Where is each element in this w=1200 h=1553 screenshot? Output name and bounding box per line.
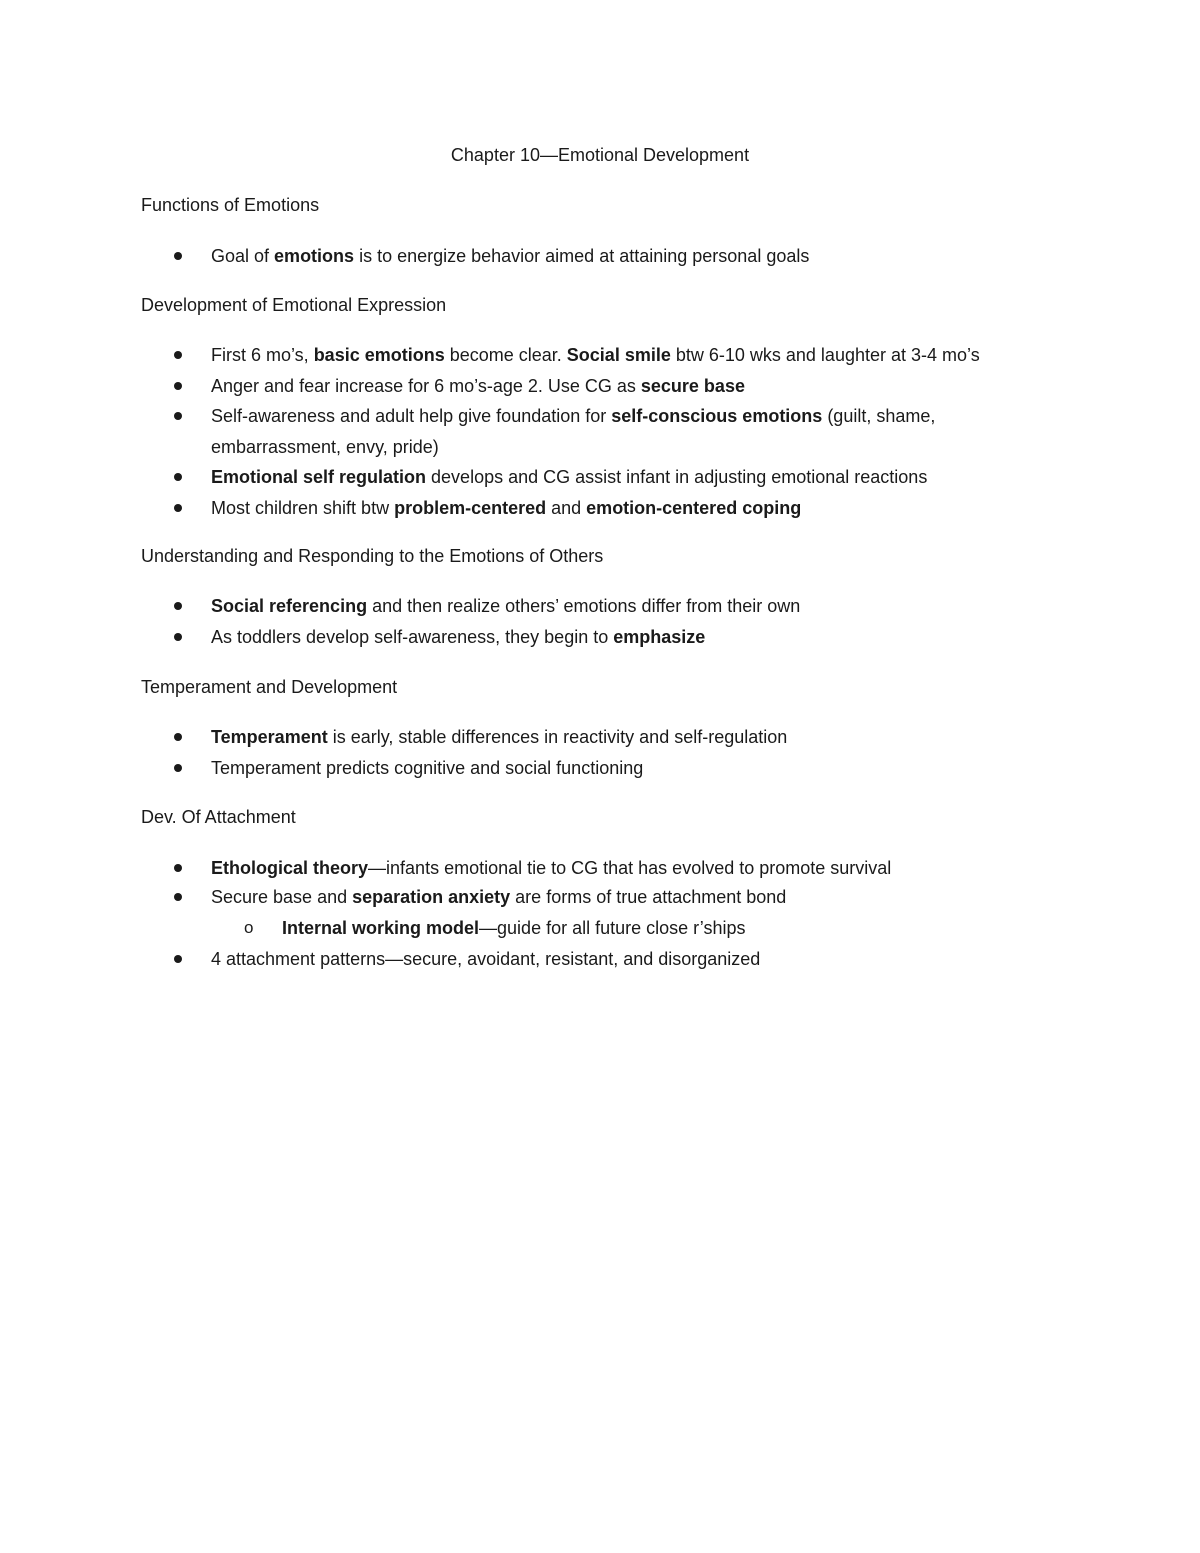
list-item <box>211 625 705 649</box>
bullet-marker <box>174 412 182 420</box>
section-heading: Understanding and Responding to the Emotions of Others <box>141 546 604 566</box>
bold-term: emotions <box>274 246 355 266</box>
bullet-marker <box>174 764 182 772</box>
text-run: and <box>546 498 587 518</box>
text-run: —infants emotional tie to CG that has evolved to promote survival <box>368 858 892 878</box>
text-run: Temperament predicts cognitive and social functioning <box>211 758 644 778</box>
bullet-marker <box>174 351 182 359</box>
list-item <box>211 856 891 880</box>
sub-list-item <box>282 916 746 940</box>
bold-term: secure base <box>640 376 745 396</box>
text-run: —guide for all future close r’ships <box>479 918 746 938</box>
text-run: are forms of true attachment bond <box>510 887 787 907</box>
bold-term: Social referencing <box>211 596 368 616</box>
section-heading: Temperament and Development <box>141 677 398 697</box>
list-item <box>211 343 980 367</box>
page-title: Chapter 10—Emotional Development <box>450 145 750 165</box>
text-run: (guilt, shame, <box>822 406 936 426</box>
text-run: is to energize behavior aimed at attaining personal goals <box>354 246 810 266</box>
section-heading: Development of Emotional Expression <box>141 295 447 315</box>
list-item <box>211 244 809 268</box>
bold-term: Ethological theory <box>211 858 369 878</box>
text-run: Anger and fear increase for 6 mo’s-age 2. Use CG as <box>211 376 641 396</box>
text-run: Goal of <box>211 246 275 266</box>
bullet-marker <box>174 955 182 963</box>
bold-term: separation anxiety <box>352 887 511 907</box>
list-item <box>211 404 935 428</box>
text-run: As toddlers develop self-awareness, they begin to <box>211 627 614 647</box>
section-heading: Dev. Of Attachment <box>141 807 296 827</box>
text-run: and then realize others’ emotions differ from their own <box>367 596 801 616</box>
text-run: develops and CG assist infant in adjusting emotional reactions <box>426 467 928 487</box>
bullet-marker <box>174 473 182 481</box>
bullet-marker <box>174 504 182 512</box>
bold-term: emphasize <box>613 627 706 647</box>
bold-term: problem-centered <box>394 498 547 518</box>
bullet-marker <box>174 252 182 260</box>
bold-term: Internal working model <box>282 918 480 938</box>
bullet-marker <box>174 733 182 741</box>
text-run: 4 attachment patterns—secure, avoidant, resistant, and disorganized <box>211 949 761 969</box>
bullet-marker <box>174 602 182 610</box>
text-run: btw 6-10 wks and laughter at 3-4 mo’s <box>670 345 980 365</box>
sub-bullet-marker: o <box>244 918 254 937</box>
list-item <box>211 374 745 398</box>
list-item <box>211 756 643 780</box>
bold-term: Social smile <box>566 345 671 365</box>
list-item <box>211 496 801 520</box>
list-item-continuation <box>211 435 439 459</box>
bullet-marker <box>174 382 182 390</box>
list-item <box>211 885 786 909</box>
text-run: Most children shift btw <box>211 498 395 518</box>
bullet-marker <box>174 864 182 872</box>
text-run: is early, stable differences in reactivity and self-regulation <box>327 727 788 747</box>
bullet-marker <box>174 893 182 901</box>
text-run: Self-awareness and adult help give foundation for <box>211 406 612 426</box>
list-item <box>211 465 927 489</box>
bullet-marker <box>174 633 182 641</box>
bold-term: basic emotions <box>313 345 445 365</box>
bold-term: self-conscious emotions <box>611 406 823 426</box>
text-run: Secure base and <box>211 887 353 907</box>
text-run: First 6 mo’s, <box>211 345 314 365</box>
text-run: embarrassment, envy, pride) <box>211 437 439 457</box>
text-run: become clear. <box>444 345 567 365</box>
list-item <box>211 947 760 971</box>
list-item <box>211 725 787 749</box>
bold-term: Emotional self regulation <box>211 467 427 487</box>
section-heading: Functions of Emotions <box>141 195 320 215</box>
list-item <box>211 594 800 618</box>
bold-term: Temperament <box>211 727 328 747</box>
bold-term: emotion-centered coping <box>586 498 802 518</box>
